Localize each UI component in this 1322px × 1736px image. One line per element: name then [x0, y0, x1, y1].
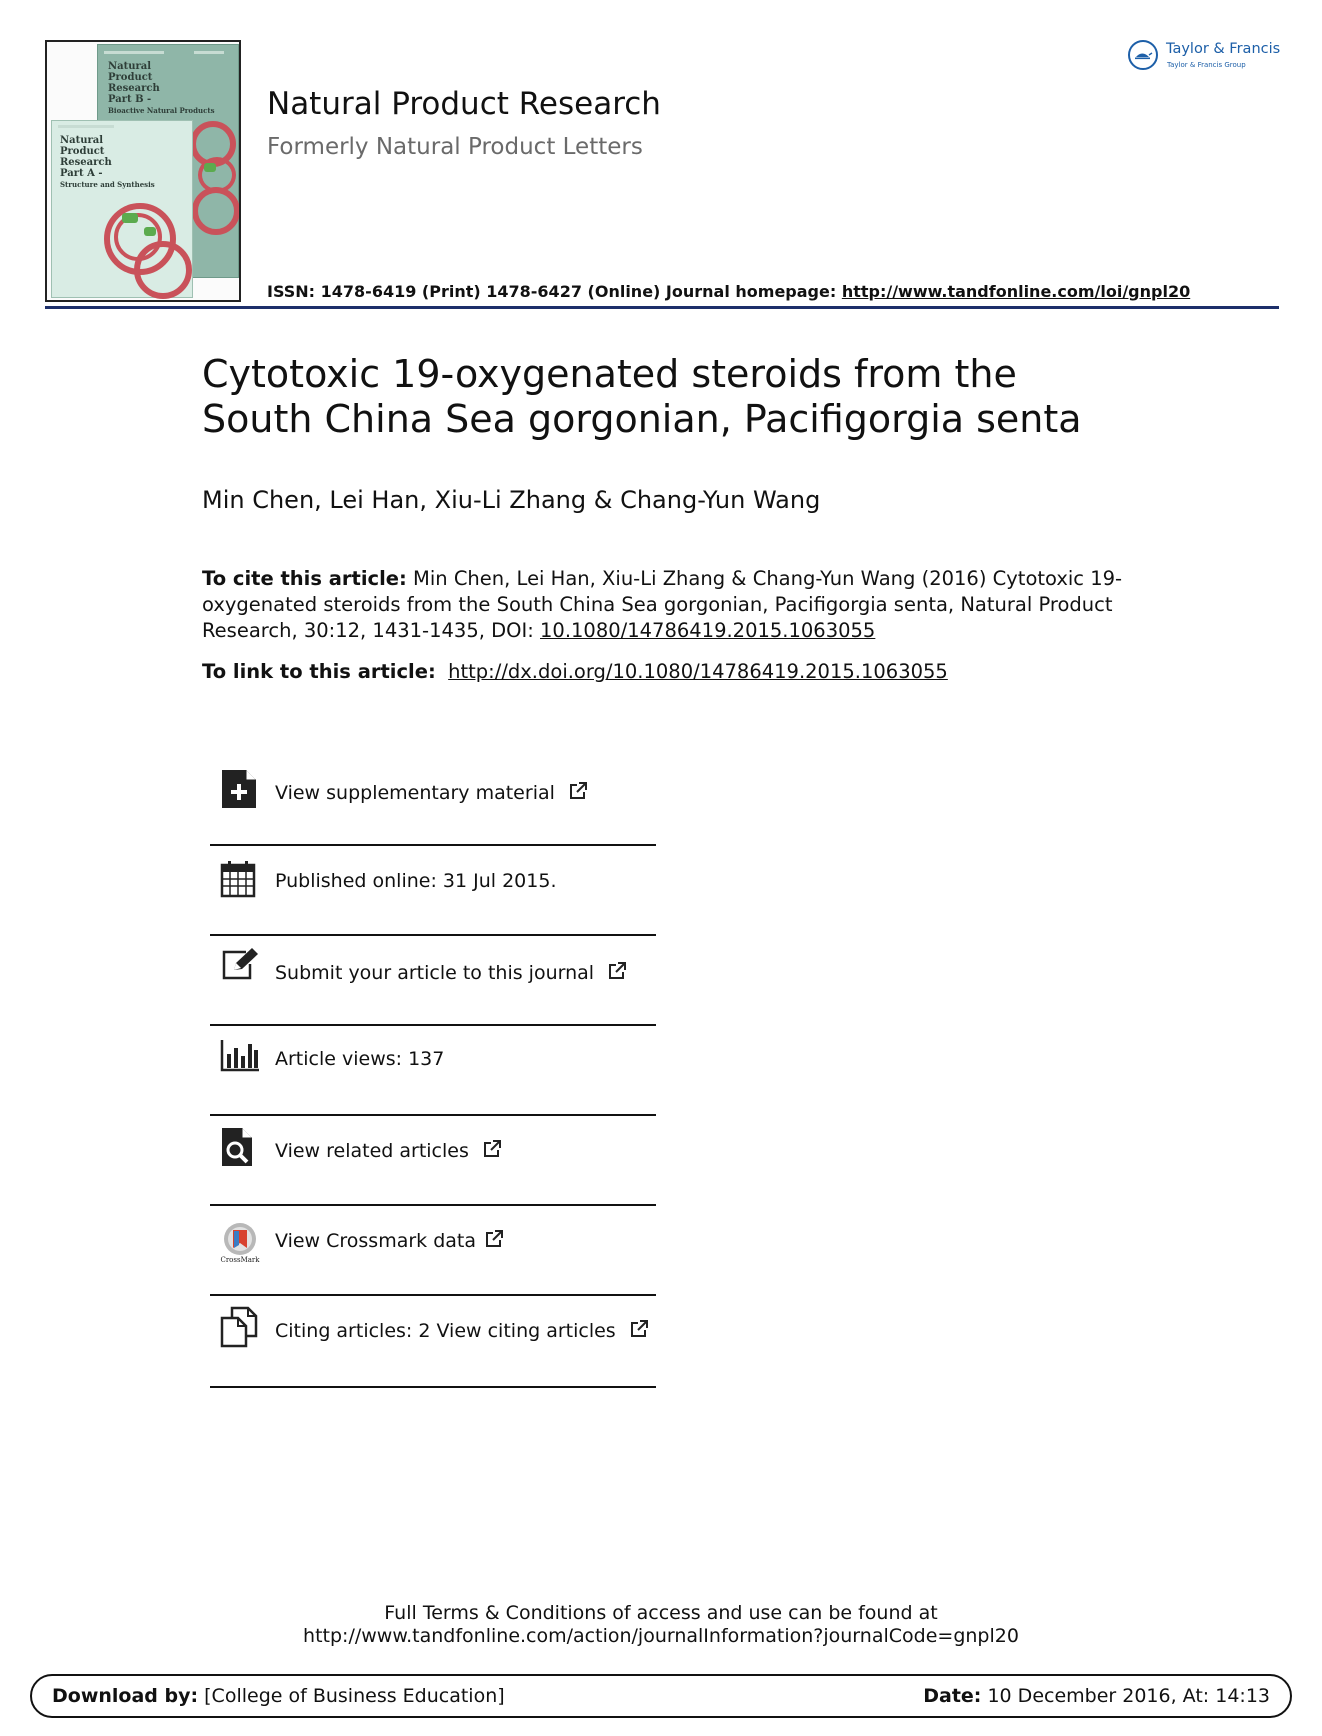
date-label: Date: [923, 1685, 982, 1707]
external-link-icon [483, 1140, 501, 1158]
teapot-icon [1128, 40, 1158, 70]
download-date [923, 1685, 1270, 1707]
publisher-group: Taylor & Francis Group [1167, 61, 1246, 69]
doi-link[interactable]: 10.1080/14786419.2015.1063055 [540, 619, 876, 642]
file-plus-icon [220, 768, 258, 810]
copy-documents-icon [220, 1306, 260, 1348]
publisher-name: Taylor & Francis [1166, 41, 1281, 57]
external-link-icon [608, 962, 626, 980]
crossmark-icon [220, 1222, 260, 1266]
edit-icon [220, 946, 260, 982]
crossmark-logo-text: CrossMark [220, 1256, 260, 1264]
terms-url[interactable]: http://www.tandfonline.com/action/journalInformation?journalCode=gnpl20 [303, 1625, 1019, 1647]
article-link-line [202, 660, 948, 683]
header-divider [45, 306, 1279, 309]
article-views-row [210, 1026, 656, 1116]
terms-notice [0, 1602, 1322, 1648]
document-search-icon [220, 1126, 254, 1168]
download-info [52, 1685, 505, 1707]
journal-cover-image [45, 40, 241, 302]
download-institution: [College of Business Education] [204, 1685, 505, 1707]
cite-label: To cite this article: [202, 567, 407, 590]
issn-line [267, 282, 1190, 301]
journal-homepage-link[interactable]: http://www.tandfonline.com/loi/gnpl20 [841, 282, 1191, 301]
download-label: Download by: [52, 1685, 199, 1707]
cover-back-panel: Natural Product Research Part B - Bioactive Natural Products [97, 44, 239, 278]
cite-text: Min Chen, Lei Han, Xiu-Li Zhang & Chang-Yun Wang (2016) Cytotoxic 19-oxygenated steroids from the South China Sea gorgonian, Pacifigorgia senta, Natural Product Research, 30:12, 1431-1435, DOI: [202, 567, 1123, 642]
citation-block [202, 566, 1132, 644]
crossmark-label: View Crossmark data [275, 1230, 477, 1252]
cover-front-panel: Natural Product Research Part A - Structure and Synthesis [51, 120, 193, 298]
external-link-icon [485, 1230, 503, 1248]
submit-article-row[interactable] [210, 936, 656, 1026]
calendar-icon [220, 860, 256, 898]
supplementary-label: View supplementary material [275, 782, 555, 804]
external-link-icon [569, 782, 587, 800]
related-articles-row[interactable] [210, 1116, 656, 1206]
published-label: Published online: 31 Jul 2015. [275, 870, 557, 892]
link-label: To link to this article: [202, 660, 436, 683]
article-title: Cytotoxic 19-oxygenated steroids from the South China Sea gorgonian, Pacifigorgia senta [202, 352, 1082, 441]
views-label: Article views: 137 [275, 1048, 445, 1070]
supplementary-row[interactable] [210, 760, 656, 846]
crossmark-row[interactable] [210, 1206, 656, 1296]
issn-text: ISSN: 1478-6419 (Print) 1478-6427 (Online) Journal homepage: [267, 282, 837, 301]
citing-label: Citing articles: 2 View citing articles [275, 1320, 616, 1342]
terms-line-1: Full Terms & Conditions of access and use can be found at [384, 1602, 938, 1624]
journal-subtitle: Formerly Natural Product Letters [267, 134, 643, 160]
journal-title: Natural Product Research [267, 86, 661, 122]
publisher-logo [1128, 38, 1281, 78]
article-authors: Min Chen, Lei Han, Xiu-Li Zhang & Chang-Yun Wang [202, 486, 821, 514]
external-link-icon [630, 1320, 648, 1338]
related-label: View related articles [275, 1140, 469, 1162]
article-doi-url[interactable]: http://dx.doi.org/10.1080/14786419.2015.1063055 [448, 660, 948, 683]
download-footer [30, 1674, 1292, 1718]
bar-chart-icon [220, 1038, 260, 1072]
submit-label: Submit your article to this journal [275, 962, 595, 984]
citing-articles-row[interactable] [210, 1296, 656, 1388]
date-value: 10 December 2016, At: 14:13 [987, 1685, 1270, 1707]
published-row [210, 846, 656, 936]
